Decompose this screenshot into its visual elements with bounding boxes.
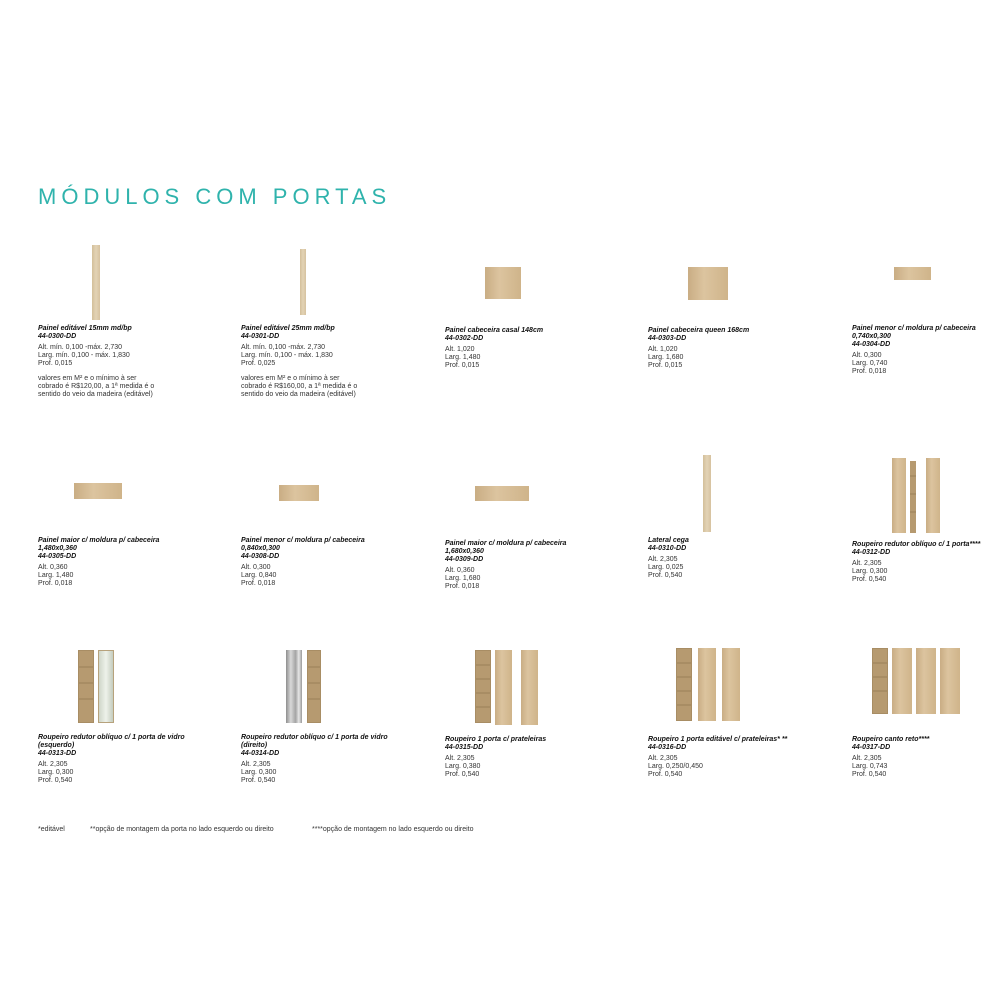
product-name: Painel menor c/ moldura p/ cabeceira 0,740x0,300 — [852, 325, 976, 340]
product-code: 44-0310-DD — [648, 545, 687, 552]
product-code: 44-0303-DD — [648, 335, 687, 342]
product-image — [38, 245, 198, 320]
product-code: 44-0317-DD — [852, 744, 891, 751]
product-spec: Alt. 2,305 — [445, 755, 475, 762]
product-name: Painel maior c/ moldura p/ cabeceira 1,480x0,360 — [38, 537, 160, 552]
product-image — [38, 455, 198, 530]
product-card — [852, 245, 1000, 375]
product-spec: Alt. 0,300 — [241, 564, 271, 571]
product-spec: Alt. 2,305 — [241, 761, 271, 768]
product-spec: Prof. 0,540 — [852, 771, 887, 778]
product-spec: Prof. 0,015 — [445, 362, 480, 369]
product-name: Roupeiro redutor oblíquo c/ 1 porta**** — [852, 541, 981, 548]
product-image — [445, 455, 605, 530]
product-note: valores em M² e o mínimo à ser cobrado é R$160,00, a 1ª medida é o sentido do veio da madeira (editável) — [241, 375, 358, 398]
product-name: Painel menor c/ moldura p/ cabeceira 0,840x0,300 — [241, 537, 365, 552]
footnote: *editável — [38, 826, 65, 833]
product-card — [445, 455, 605, 590]
product-spec: Alt. 0,360 — [38, 564, 68, 571]
product-card — [38, 648, 198, 784]
product-card — [445, 245, 605, 369]
product-code: 44-0312-DD — [852, 549, 891, 556]
product-spec: Alt. 2,305 — [648, 556, 678, 563]
product-image — [648, 648, 808, 723]
product-image — [648, 455, 808, 530]
product-spec: Prof. 0,025 — [241, 360, 276, 367]
product-spec: Larg. 1,680 — [445, 575, 481, 582]
product-spec: Alt. 2,305 — [648, 755, 678, 762]
product-spec: Larg. 0,250/0,450 — [648, 763, 703, 770]
product-name: Roupeiro canto reto**** — [852, 736, 930, 743]
product-code: 44-0316-DD — [648, 744, 687, 751]
product-spec: Larg. mín. 0,100 - máx. 1,830 — [241, 352, 333, 359]
product-image — [38, 648, 198, 723]
product-spec: Alt. 2,305 — [852, 755, 882, 762]
product-image — [445, 245, 605, 320]
product-spec: Larg. 0,740 — [852, 360, 888, 367]
product-image — [445, 648, 605, 723]
product-card — [648, 648, 808, 778]
product-spec: Prof. 0,540 — [445, 771, 480, 778]
product-spec: Larg. mín. 0,100 - máx. 1,830 — [38, 352, 130, 359]
product-spec: Larg. 1,480 — [38, 572, 74, 579]
product-spec: Larg. 0,300 — [38, 769, 74, 776]
product-spec: Larg. 0,743 — [852, 763, 888, 770]
product-name: Painel cabeceira casal 148cm — [445, 327, 544, 334]
product-name: Painel editável 15mm md/bp — [38, 325, 132, 332]
product-card — [38, 455, 198, 587]
product-spec: Larg. 0,840 — [241, 572, 277, 579]
product-spec: Prof. 0,018 — [852, 368, 887, 375]
product-spec: Alt. 0,360 — [445, 567, 475, 574]
product-card — [241, 648, 401, 784]
product-name: Lateral cega — [648, 537, 689, 544]
product-image — [241, 648, 401, 723]
product-name: Roupeiro 1 porta c/ prateleiras — [445, 736, 547, 743]
product-spec: Alt. 0,300 — [852, 352, 882, 359]
product-name: Roupeiro redutor oblíquo c/ 1 porta de vidro (esquerdo) — [38, 734, 185, 749]
product-card — [852, 648, 1000, 778]
product-card — [241, 245, 401, 398]
product-image — [852, 455, 1000, 530]
footnote: ****opção de montagem no lado esquerdo ou direito — [312, 826, 474, 833]
product-spec: Alt. 2,305 — [852, 560, 882, 567]
product-spec: Prof. 0,018 — [241, 580, 276, 587]
product-note: valores em M² e o mínimo à ser cobrado é R$120,00, a 1ª medida é o sentido do veio da madeira (editável) — [38, 375, 155, 398]
product-code: 44-0314-DD — [241, 750, 280, 757]
product-spec: Prof. 0,018 — [445, 583, 480, 590]
product-card — [648, 455, 808, 579]
product-code: 44-0305-DD — [38, 553, 77, 560]
product-image — [241, 455, 401, 530]
product-code: 44-0308-DD — [241, 553, 280, 560]
product-code: 44-0304-DD — [852, 341, 891, 348]
product-spec: Prof. 0,540 — [241, 777, 276, 784]
product-spec: Larg. 0,300 — [852, 568, 888, 575]
product-spec: Prof. 0,015 — [38, 360, 73, 367]
product-name: Painel editável 25mm md/bp — [241, 325, 335, 332]
product-name: Roupeiro 1 porta editável c/ prateleiras* ** — [648, 736, 788, 743]
product-code: 44-0301-DD — [241, 333, 280, 340]
product-card — [445, 648, 605, 778]
footnote: **opção de montagem da porta no lado esquerdo ou direito — [90, 826, 274, 833]
product-spec: Larg. 0,025 — [648, 564, 684, 571]
product-code: 44-0313-DD — [38, 750, 77, 757]
product-code: 44-0315-DD — [445, 744, 484, 751]
product-spec: Alt. 1,020 — [648, 346, 678, 353]
product-spec: Alt. 1,020 — [445, 346, 475, 353]
product-spec: Alt. mín. 0,100 -máx. 2,730 — [241, 344, 326, 351]
product-spec: Prof. 0,540 — [38, 777, 73, 784]
page-title: MÓDULOS COM PORTAS — [38, 184, 392, 209]
product-card — [852, 455, 1000, 583]
product-spec: Prof. 0,540 — [648, 771, 683, 778]
product-code: 44-0309-DD — [445, 556, 484, 563]
product-spec: Prof. 0,540 — [648, 572, 683, 579]
product-code: 44-0300-DD — [38, 333, 77, 340]
product-image — [648, 245, 808, 320]
product-spec: Alt. mín. 0,100 -máx. 2,730 — [38, 344, 123, 351]
product-image — [241, 245, 401, 320]
product-spec: Larg. 0,300 — [241, 769, 277, 776]
product-spec: Larg. 0,380 — [445, 763, 481, 770]
product-spec: Prof. 0,015 — [648, 362, 683, 369]
product-card — [648, 245, 808, 369]
product-spec: Alt. 2,305 — [38, 761, 68, 768]
product-spec: Prof. 0,018 — [38, 580, 73, 587]
product-spec: Larg. 1,680 — [648, 354, 684, 361]
product-card — [241, 455, 401, 587]
product-image — [852, 245, 1000, 320]
product-name: Roupeiro redutor oblíquo c/ 1 porta de vidro (direito) — [241, 734, 388, 749]
product-name: Painel maior c/ moldura p/ cabeceira 1,680x0,360 — [445, 540, 567, 555]
product-code: 44-0302-DD — [445, 335, 484, 342]
product-card — [38, 245, 198, 398]
product-spec: Larg. 1,480 — [445, 354, 481, 361]
product-image — [852, 648, 1000, 723]
product-spec: Prof. 0,540 — [852, 576, 887, 583]
product-name: Painel cabeceira queen 168cm — [648, 327, 750, 334]
